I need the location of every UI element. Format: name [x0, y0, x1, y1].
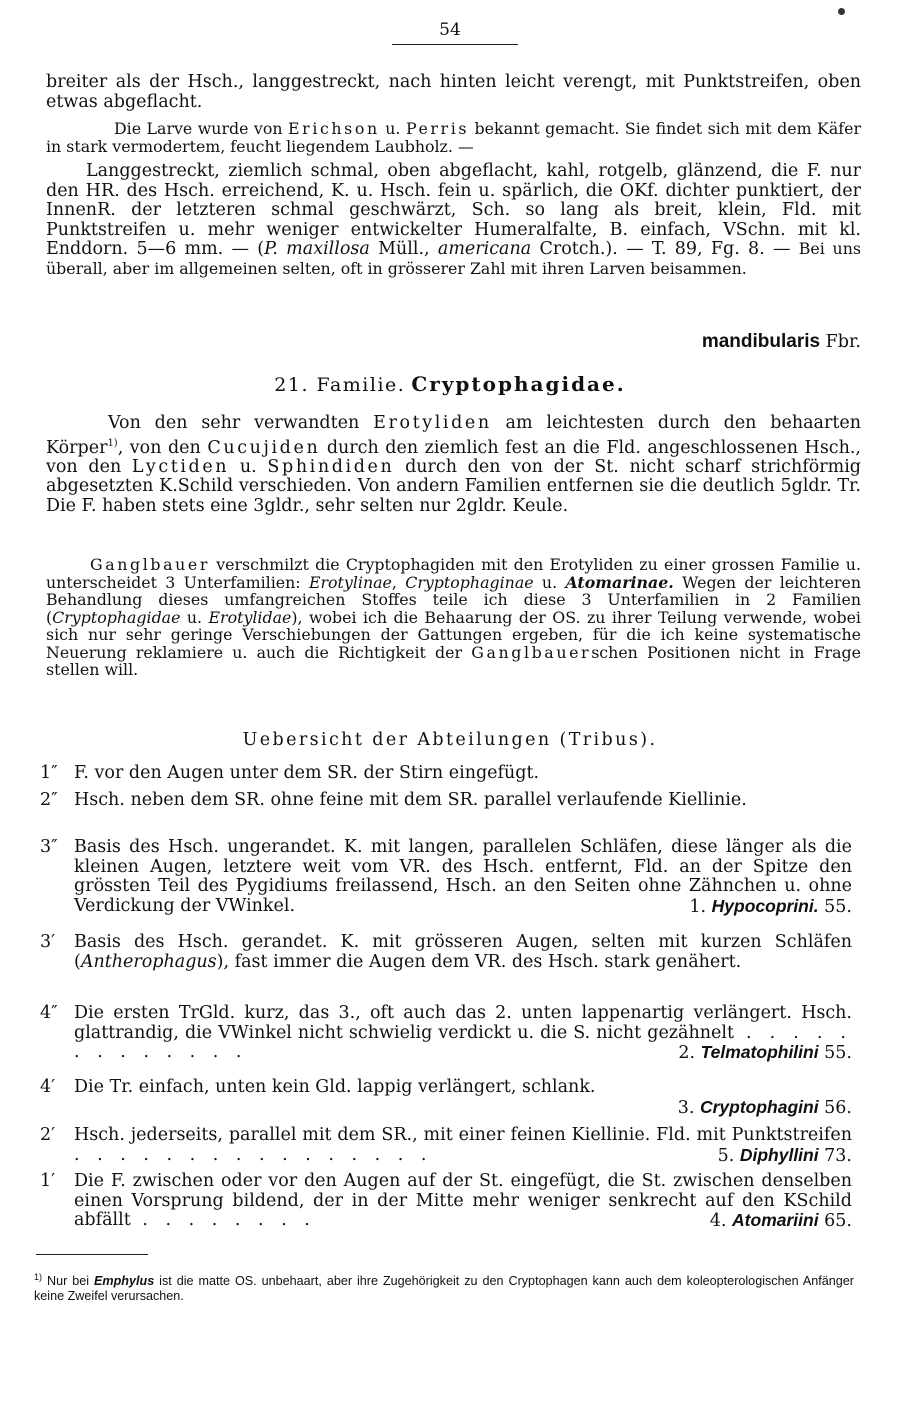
key-couplet-3a: 3″ Basis des Hsch. ungerandet. K. mit langen, parallelen Schläfen, diese länger als die kleinen Augen, letztere weit vom VR. des Hsch. entfernt, Fld. an der Spitze den grössten Teil des Pygidiums freilassend, Hsch. an den Seiten ohne Zähnchen u. ohne Verdickung der VWinkel. 1. Hypocoprini. 55. — [40, 837, 852, 917]
tribe-cryptophagini: Cryptophagini — [699, 1096, 819, 1117]
tribe-atomariini: Atomariini — [732, 1210, 819, 1230]
tribe-hypocoprini: Hypocoprini. — [711, 895, 819, 916]
key-couplet-2b: 2′ Hsch. jederseits, parallel mit dem SR., mit einer feinen Kiellinie. Fld. mit Punktstreifen . . . . . . . . . . . . . . . . 5. Diphyllini 73. — [40, 1125, 852, 1166]
author-erichson: Erichson — [288, 119, 380, 138]
paragraph-larva: Die Larve wurde von Erichson u. Perris bekannt gemacht. Sie findet sich mit dem Käfer in stark vermodertem, feucht liegendem Laubholz. — — [46, 119, 861, 156]
footnote-rule — [36, 1254, 148, 1255]
header-rule — [392, 44, 518, 45]
page-number: 54 — [439, 20, 461, 40]
footnote-ref: 1) — [107, 437, 118, 449]
family-name: Cryptophagidae. — [411, 372, 626, 396]
printing-speck — [838, 8, 845, 15]
tribe-diphyllini: Diphyllini — [739, 1144, 819, 1165]
paragraph-description: Langgestreckt, ziemlich schmal, oben abgeflacht, kahl, rotgelb, glänzend, die F. nur den HR. des Hsch. erreichend, K. u. Hsch. fein u. spärlich, die OKf. dichter punktiert, der InnenR. der letzteren schmal geschwärzt, Sch. so lang als breit, klein, Fld. mit Punktstreifen u. mehr weniger entwickelter Humeralfalte, B. einfach, VSchn. mit kl. Enddorn. 5—6 mm. — (P. maxillosa Müll., americana Crotch.). — T. 89, Fg. 8. — Bei uns überall, aber im allgemeinen selten, oft in grösserer Zahl mit ihren Larven beisammen. — [46, 161, 861, 278]
paragraph-family-diagnosis: Von den sehr verwandten Erotyliden am leichtesten durch den behaarten Körper$^{1)}$, von den Cucujiden durch den ziemlich fest an die Fld. angeschlossenen Hsch., von den Lyctiden u. Sphindiden durch den von der St. nicht scharf strichförmig abgesetzten K.Schild verschieden. Von andern Familien entfernen sie die deutlich 5gldr. Tr. Die F. haben stets eine 3gldr., sehr selten nur 2gldr. Keule. — [46, 413, 861, 516]
species-line: mandibularis Fbr. — [701, 331, 861, 352]
author-perris: Perris — [405, 119, 470, 138]
synonym-americana: americana — [437, 239, 532, 259]
key-couplet-3b: 3′ Basis des Hsch. gerandet. K. mit grösseren Augen, selten mit kurzen Schläfen (Antherophagus), fast immer die Augen dem VR. des Hsch. stark genähert. — [40, 932, 852, 972]
key-couplet-2a: 2″ Hsch. neben dem SR. ohne feine mit dem SR. parallel verlaufende Kiellinie. — [40, 790, 747, 810]
key-couplet-4b: 4′ Die Tr. einfach, unten kein Gld. lappig verlängert, schlank. 3. Cryptophagini 56. — [40, 1077, 852, 1118]
overview-heading: Uebersicht der Abteilungen (Tribus). — [242, 730, 658, 750]
key-couplet-1b: 1′ Die F. zwischen oder vor den Augen auf der St. eingefügt, die St. zwischen denselben einen Vorsprung bildend, der in der Mitte mehr weniger senkrecht auf den KSchild abfällt . . . . . . . . 4. Atomariini 65. — [40, 1171, 852, 1231]
species-name: mandibularis — [701, 331, 821, 352]
paragraph-ganglbauer: Ganglbauer verschmilzt die Cryptophagiden mit den Erotyliden zu einer grossen Familie u. unterscheidet 3 Unterfamilien: Erotylinae, Cryptophaginae u. Atomarinae. Wegen der leichteren Behandlung dieses umfangreichen Stoffes teile ich diese 3 Unterfamilien in 2 Familien (Cryptophagidae u. Erotylidae), wobei ich die Behaarung der OS. zu ihrer Teilung verwende, wobei sich nur sehr geringe Verschiebungen der Gattungen ergeben, für die ich keine systematische Neuerung reklamiere u. auch die Richtigkeit der Ganglbauerschen Positionen nicht in Frage stellen will. — [46, 555, 861, 679]
synonym-maxillosa: P. maxillosa — [264, 239, 370, 259]
paragraph-continuation: breiter als der Hsch., langgestreckt, nach hinten leicht verengt, mit Punktstreifen, oben etwas abgeflacht. — [46, 72, 861, 112]
key-couplet-4a: 4″ Die ersten TrGld. kurz, das 3., oft auch das 2. unten lappenartig verlängert. Hsch. glattrandig, die VWinkel nicht schwielig verdickt u. die S. nicht gezähnelt . . . . . . . . . . . . . 2. Telmatophilini 55. — [40, 1003, 852, 1063]
footnote: $^{1)}$ Nur bei Emphylus ist die matte OS. unbehaart, aber ihre Zugehörigkeit zu den Cryptophagen kann auch dem koleopterologischen Anfänger keine Zweifel verursachen. — [34, 1272, 854, 1304]
tribe-telmatophilini: Telmatophilini — [700, 1042, 819, 1062]
key-couplet-1a: 1″ F. vor den Augen unter dem SR. der Stirn eingefügt. — [40, 763, 540, 783]
family-heading: 21. Familie. Cryptophagidae. — [274, 372, 626, 396]
